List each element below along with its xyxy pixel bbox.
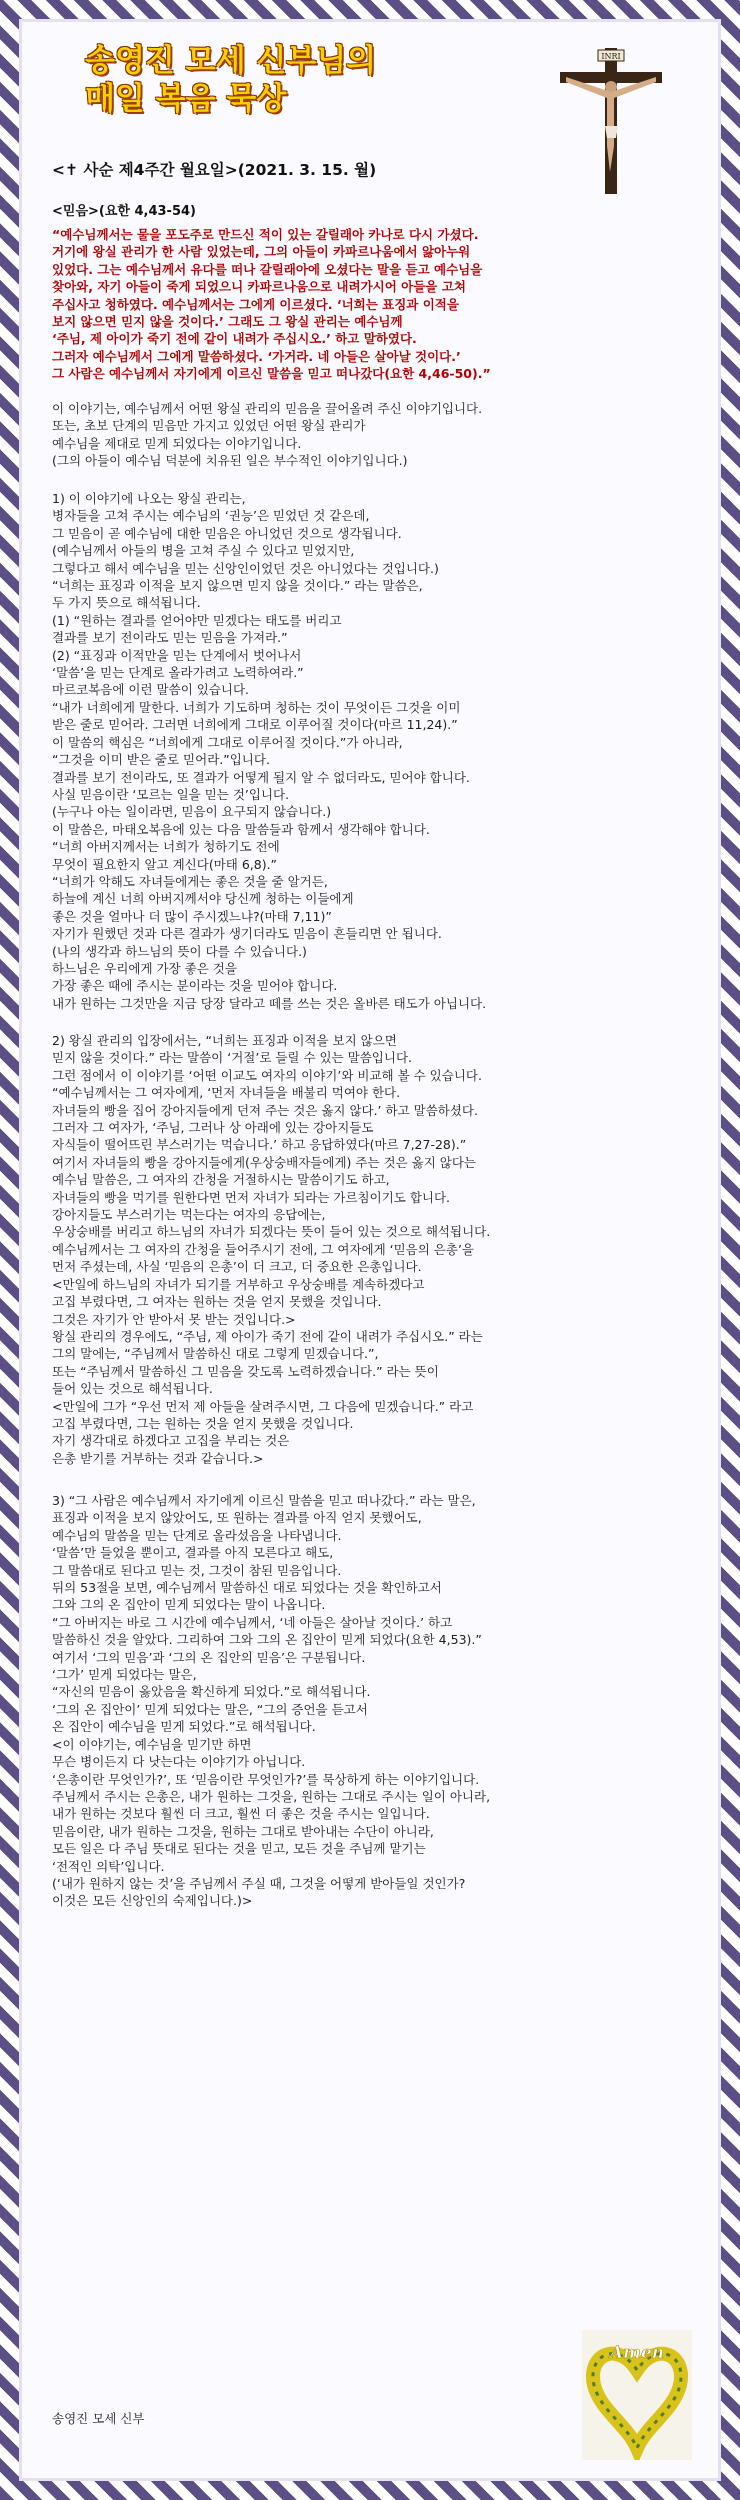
gospel-quote <box>52 226 692 383</box>
text-line: 1) 이 이야기에 나오는 왕실 관리는, <box>52 491 246 506</box>
text-line: 주님께서 주시는 은총은, 내가 원하는 그것을, 원하는 그대로 주시는 일이 아니라, <box>52 1788 491 1804</box>
text-line: 여기서 ‘그의 믿음’과 ‘그의 온 집안의 믿음’은 구분됩니다. <box>52 1649 366 1665</box>
text-line: 그 말씀대로 된다고 믿는 것, 그것이 참된 믿음입니다. <box>52 1562 342 1578</box>
section-1 <box>52 490 672 1012</box>
text-line: 그렇다고 해서 예수님을 믿는 신앙인이었던 것은 아니었다는 것입니다.) <box>52 560 439 576</box>
title-line-1: 송영진 모세 신부님의 <box>85 43 377 79</box>
crucifix-label: INRI <box>601 52 621 61</box>
text-line: (누구나 아는 일이라면, 믿음이 요구되지 않습니다.) <box>52 804 332 820</box>
text-line: 자녀들의 빵을 먹기를 원한다면 먼저 자녀가 되라는 가르침이기도 합니다. <box>52 1189 451 1205</box>
section-2 <box>52 1032 672 1467</box>
gospel-line: “예수님께서는 물을 포도주로 만드신 적이 있는 갈릴래아 카나로 다시 가셨다. <box>52 227 479 242</box>
text-line: 예수님 말씀은, 그 여자의 간청을 거절하시는 말씀이기도 하고, <box>52 1172 390 1188</box>
text-line: 무슨 병이든지 다 낫는다는 이야기가 아닙니다. <box>52 1754 306 1770</box>
text-line: “너희 아버지께서는 너희가 청하기도 전에 <box>52 839 280 855</box>
text-line: (예수님께서 아들의 병을 고쳐 주실 수 있다고 믿었지만, <box>52 543 355 559</box>
reading-reference: <믿음>(요한 4,43-54) <box>52 204 196 219</box>
text-line: (1) “원하는 결과를 얻어야만 믿겠다는 태도를 버리고 <box>52 612 342 628</box>
text-line: 믿지 않을 것이다.” 라는 말씀이 ‘거절’로 들릴 수 있는 말씀입니다. <box>52 1050 413 1066</box>
text-line: 고집 부렸다면, 그 여자는 원하는 것을 얻지 못했을 것입니다. <box>52 1294 382 1310</box>
text-line: 자식들이 떨어뜨린 부스러기는 먹습니다.’ 하고 응답하였다(마르 7,27-28).” <box>52 1137 467 1153</box>
text-line: 이 이야기는, 예수님께서 어떤 왕실 관리의 믿음을 끌어올려 주신 이야기입니다. <box>52 401 483 416</box>
text-line: 예수님의 말씀을 믿는 단계로 올라섰음을 나타냅니다. <box>52 1527 342 1543</box>
text-line: 자기 생각대로 하겠다고 고집을 부리는 것은 <box>52 1433 290 1449</box>
text-line: 믿음이란, 내가 원하는 그것을, 원하는 그대로 받아내는 수단이 아니라, <box>52 1823 434 1839</box>
text-line: 자녀들의 빵을 집어 강아지들에게 던져 주는 것은 옳지 않다.’ 하고 말씀하셨다. <box>52 1102 478 1118</box>
text-line: 들어 있는 것으로 해석됩니다. <box>52 1381 213 1397</box>
text-line: 왕실 관리의 경우에도, “주님, 제 아이가 죽기 전에 같이 내려가 주십시오.” 라는 <box>52 1328 483 1344</box>
text-line: 내가 원하는 것보다 훨씬 더 크고, 훨씬 더 좋은 것을 주시는 일입니다. <box>52 1806 430 1822</box>
title-line-2: 매일 복음 묵상 <box>85 81 287 117</box>
text-line: ‘은총이란 무엇인가?’, 또 ‘믿음이란 무엇인가?’를 묵상하게 하는 이야기입니다. <box>52 1771 480 1787</box>
text-line: 표징과 이적을 보지 않았어도, 또 원하는 결과를 아직 얻지 못했어도, <box>52 1510 422 1526</box>
text-line: 여기서 자녀들의 빵을 강아지들에게(우상숭배자들에게) 주는 것은 옳지 않다는 <box>52 1154 476 1170</box>
text-line: 내가 원하는 그것만을 지금 당장 달라고 떼를 쓰는 것은 올바른 태도가 아닙니다. <box>52 995 487 1011</box>
gospel-line: 그 사람은 예수님께서 자기에게 이르신 말씀을 믿고 떠나갔다(요한 4,46-50).” <box>52 366 491 382</box>
text-line: ‘그의 온 집안이’ 믿게 되었다는 말은, “그의 증언을 듣고서 <box>52 1701 368 1717</box>
text-line: <만일에 그가 “우선 먼저 제 아들을 살려주시면, 그 다음에 믿겠습니다.” 라고 <box>52 1398 474 1414</box>
gospel-line: 거기에 왕실 관리가 한 사람 있었는데, 그의 아들이 카파르나움에서 앓아누워 <box>52 244 471 260</box>
text-line: 예수님을 제대로 믿게 되었다는 이야기입니다. <box>52 435 302 451</box>
text-line: 두 가지 뜻으로 해석됩니다. <box>52 595 201 611</box>
text-line: 그 믿음이 곧 예수님에 대한 믿음은 아니었던 것으로 생각됩니다. <box>52 525 402 541</box>
text-line: 먼저 주셨는데, 사실 ‘믿음의 은총’이 더 크고, 더 중요한 은총입니다. <box>52 1259 422 1275</box>
text-line: 또는 “주님께서 말씀하신 그 믿음을 갖도록 노력하겠습니다.” 라는 뜻이 <box>52 1363 439 1379</box>
text-line: “예수님께서는 그 여자에게, ‘먼저 자녀들을 배불리 먹여야 한다. <box>52 1085 401 1101</box>
intro-paragraph <box>52 400 672 470</box>
text-line: 이 말씀의 핵심은 “너희에게 그대로 이루어질 것이다.”가 아니라, <box>52 734 403 750</box>
gospel-line: 있었다. 그는 예수님께서 유다를 떠나 갈릴래아에 오셨다는 말을 듣고 예수님을 <box>52 261 483 277</box>
text-line: 자기가 원했던 것과 다른 결과가 생기더라도 믿음이 흔들리면 안 됩니다. <box>52 926 442 942</box>
text-line: 무엇이 필요한지 알고 계신다(마태 6,8).” <box>52 856 278 872</box>
page-title <box>85 42 376 118</box>
text-line: 병자들을 고쳐 주시는 예수님의 ‘권능’은 믿었던 것 같은데, <box>52 508 370 524</box>
text-line: 이것은 모든 신앙인의 숙제입니다.)> <box>52 1893 253 1909</box>
gospel-line: 찾아와, 자기 아들이 죽게 되었으니 카파르나움으로 내려가시어 아들을 고쳐 <box>52 279 466 295</box>
section-3 <box>52 1492 672 1910</box>
text-line: 그와 그의 온 집안이 믿게 되었다는 말이 나옵니다. <box>52 1597 326 1613</box>
text-line: 강아지들도 부스러기는 먹는다는 여자의 응답에는, <box>52 1207 326 1223</box>
text-line: “너희는 표징과 이적을 보지 않으면 믿지 않을 것이다.” 라는 말씀은, <box>52 578 423 594</box>
text-line: 그러자 그 여자가, ‘주님, 그러나 상 아래에 있는 강아지들도 <box>52 1120 374 1136</box>
text-line: 예수님께서는 그 여자의 간청을 들어주시기 전에, 그 여자에게 ‘믿음의 은총’을 <box>52 1241 475 1257</box>
text-line: 뒤의 53절을 보면, 예수님께서 말씀하신 대로 되었다는 것을 확인하고서 <box>52 1580 442 1596</box>
gospel-line: ‘주님, 제 아이가 죽기 전에 같이 내려가 주십시오.’ 하고 말하였다. <box>52 331 417 347</box>
amen-label: Amen <box>609 2343 665 2363</box>
text-line: <만일에 하느님의 자녀가 되기를 거부하고 우상숭배를 계속하겠다고 <box>52 1276 425 1292</box>
text-line: (2) “표징과 이적만을 믿는 단계에서 벗어나서 <box>52 647 302 663</box>
text-line: 모든 일은 다 주님 뜻대로 된다는 것을 믿고, 모든 것을 주님께 맡기는 <box>52 1841 426 1857</box>
signature: 송영진 모세 신부 <box>52 2411 145 2426</box>
text-line: 그것은 자기가 안 받아서 못 받는 것입니다.> <box>52 1311 296 1327</box>
text-line: 고집 부렸다면, 그는 원하는 것을 얻지 못했을 것입니다. <box>52 1415 354 1431</box>
text-line: 하느님은 우리에게 가장 좋은 것을 <box>52 960 237 976</box>
text-line: ‘말씀’을 믿는 단계로 올라가려고 노력하여라.” <box>52 665 304 681</box>
text-line: 마르코복음에 이런 말씀이 있습니다. <box>52 682 250 698</box>
text-line: 온 집안이 예수님을 믿게 되었다.”로 해석됩니다. <box>52 1719 316 1735</box>
text-line: 받은 줄로 믿어라. 그러면 너희에게 그대로 이루어질 것이다(마르 11,24).” <box>52 717 458 733</box>
text-line: 가장 좋은 때에 주시는 분이라는 것을 믿어야 합니다. <box>52 978 338 994</box>
text-line: 또는, 초보 단계의 믿음만 가지고 있었던 어떤 왕실 관리가 <box>52 418 366 434</box>
text-line: ‘전적인 의탁’입니다. <box>52 1858 165 1874</box>
text-line: 좋은 것을 얼마나 더 많이 주시겠느냐?(마태 7,11)” <box>52 908 332 924</box>
crucifix-image <box>552 44 670 194</box>
gospel-line: 주십사고 청하였다. 예수님께서는 그에게 이르셨다. ‘너희는 표징과 이적을 <box>52 296 459 312</box>
text-line: 그의 말에는, “주님께서 말씀하신 대로 그렇게 믿겠습니다.”, <box>52 1346 379 1362</box>
text-line: 우상숭배를 버리고 하느님의 자녀가 되겠다는 뜻이 들어 있는 것으로 해석됩니다. <box>52 1224 491 1240</box>
text-line: 은총 받기를 거부하는 것과 같습니다.> <box>52 1450 264 1466</box>
text-line: “내가 너희에게 말한다. 너희가 기도하며 청하는 것이 무엇이든 그것을 이미 <box>52 699 461 715</box>
text-line: (그의 아들이 예수님 덕분에 치유된 일은 부수적인 이야기입니다.) <box>52 453 408 469</box>
text-line: 그런 점에서 이 이야기를 ‘어떤 이교도 여자의 이야기’와 비교해 볼 수 있습니다. <box>52 1067 482 1083</box>
date-heading: <✝ 사순 제4주간 월요일>(2021. 3. 15. 월) <box>52 161 377 179</box>
text-line: ‘말씀’만 들었을 뿐이고, 결과를 아직 모른다고 해도, <box>52 1545 334 1561</box>
text-line: “그것을 이미 받은 줄로 믿어라.”입니다. <box>52 752 270 768</box>
text-line: 하늘에 계신 너희 아버지께서야 당신께 청하는 이들에게 <box>52 891 354 907</box>
text-line: (‘내가 원하지 않는 것’을 주님께서 주실 때, 그것을 어떻게 받아들일 것인가? <box>52 1875 466 1891</box>
text-line: “자신의 믿음이 옳았음을 확신하게 되었다.”로 해석됩니다. <box>52 1684 371 1700</box>
text-line: 3) “그 사람은 예수님께서 자기에게 이르신 말씀을 믿고 떠나갔다.” 라는 말은, <box>52 1493 476 1508</box>
text-line: 결과를 보기 전이라도, 또 결과가 어떻게 될지 알 수 없더라도, 믿어야 합니다. <box>52 769 470 785</box>
gospel-line: 보지 않으면 믿지 않을 것이다.’ 그래도 그 왕실 관리는 예수님께 <box>52 314 403 330</box>
text-line: 2) 왕실 관리의 입장에서는, “너희는 표징과 이적을 보지 않으면 <box>52 1033 397 1048</box>
text-line: 이 말씀은, 마태오복음에 있는 다음 말씀들과 함께서 생각해야 합니다. <box>52 821 430 837</box>
text-line: 말씀하신 것을 알았다. 그리하여 그와 그의 온 집안이 믿게 되었다(요한 4,53).” <box>52 1632 482 1648</box>
text-line: 사실 믿음이란 ‘모르는 일을 믿는 것’입니다. <box>52 786 290 802</box>
text-line: (나의 생각과 하느님의 뜻이 다를 수 있습니다.) <box>52 943 307 959</box>
text-line: “그 아버지는 바로 그 시간에 예수님께서, ‘네 아들은 살아날 것이다.’ 하고 <box>52 1614 453 1630</box>
text-line: “너희가 악해도 자녀들에게는 좋은 것을 줄 알거든, <box>52 873 328 889</box>
text-line: <이 이야기는, 예수님을 믿기만 하면 <box>52 1736 252 1752</box>
text-line: ‘그가’ 믿게 되었다는 말은, <box>52 1667 197 1683</box>
text-line: 결과를 보기 전이라도 믿는 믿음을 가져라.” <box>52 630 288 646</box>
gospel-line: 그러자 예수님께서 그에게 말씀하셨다. ‘가거라. 네 아들은 살아날 것이다.’ <box>52 348 461 364</box>
amen-wreath-image <box>582 2330 692 2460</box>
